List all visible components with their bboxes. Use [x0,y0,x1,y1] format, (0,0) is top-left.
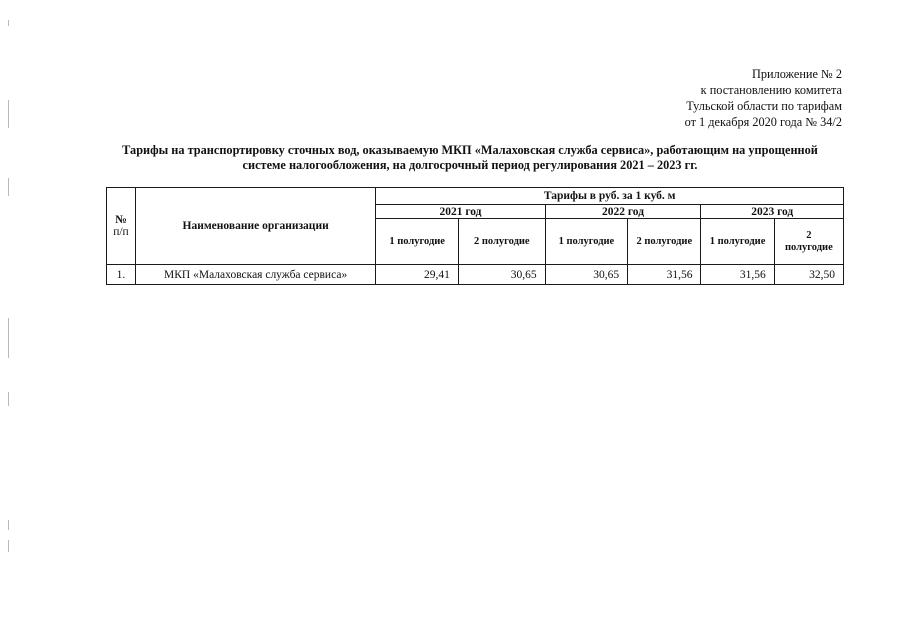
scan-artifact [8,318,9,358]
col-org-header: Наименование организации [135,188,375,265]
tariff-value: 32,50 [774,265,843,285]
appendix-line: Приложение № 2 [751,67,842,81]
half-header: 2 полугодие [458,219,545,265]
tariff-value: 30,65 [545,265,628,285]
year-header: 2023 год [701,205,844,219]
half-header-number: 2 [806,229,812,241]
tariff-value: 30,65 [458,265,545,285]
tariff-value: 31,56 [628,265,701,285]
half-header-word: полугодие [784,241,833,253]
half-header: 1 полугодие [376,219,459,265]
tariff-value: 31,56 [701,265,774,285]
row-number: 1. [107,265,136,285]
scan-artifact [8,20,9,26]
appendix-line: Тульской области по тарифам [686,99,842,113]
scan-artifact [8,178,9,196]
appendix-line: к постановлению комитета [700,83,842,97]
tariff-header: Тарифы в руб. за 1 куб. м [376,188,844,205]
year-header: 2022 год [545,205,701,219]
scan-artifact [8,392,9,406]
col-num-header [107,188,136,265]
row-org-name: МКП «Малаховская служба сервиса» [135,265,375,285]
col-num-symbol: № [115,214,127,226]
header-row [107,188,844,205]
scan-artifact [8,520,9,530]
title-line: Тарифы на транспортировку сточных вод, оказываемую МКП «Малаховская служба сервиса», работающим на упрощенной [122,143,818,157]
scan-artifact [8,100,9,128]
tariff-table [106,187,844,285]
half-header: 1 полугодие [545,219,628,265]
appendix-line: от 1 декабря 2020 года № 34/2 [684,115,842,129]
col-num-label: п/п [113,226,129,238]
appendix-block [685,66,842,130]
title-line: системе налогообложения, на долгосрочный период регулирования 2021 – 2023 гг. [242,158,698,172]
document-title [100,143,840,173]
table-row [107,265,844,285]
tariff-value: 29,41 [376,265,459,285]
half-header: 1 полугодие [701,219,774,265]
year-header: 2021 год [376,205,545,219]
scan-artifact [8,540,9,552]
half-header-last [774,219,843,265]
half-header: 2 полугодие [628,219,701,265]
